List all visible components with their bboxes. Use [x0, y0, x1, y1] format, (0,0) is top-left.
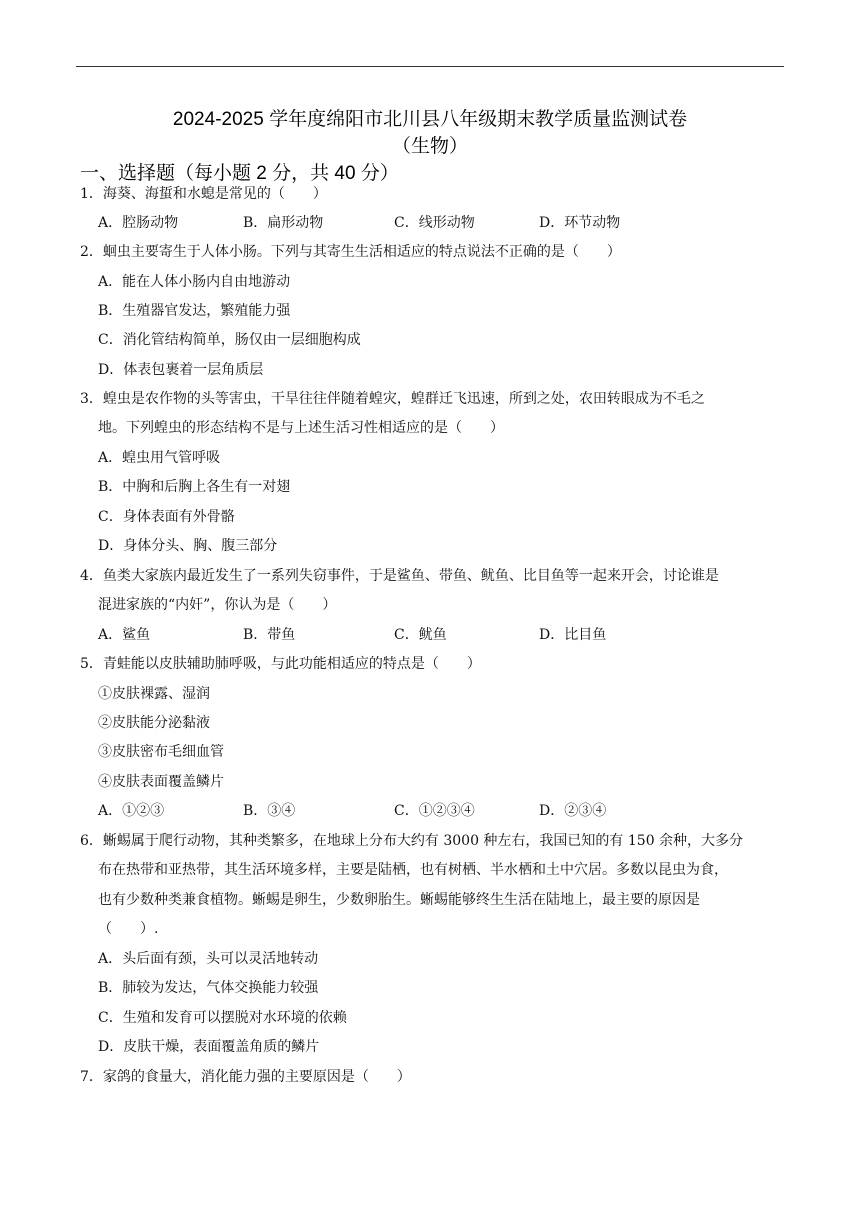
- question-4-option-b: B．带鱼: [243, 627, 296, 643]
- question-5-stem: 5．青蛙能以皮肤辅助肺呼吸，与此功能相适应的特点是（ ）: [80, 656, 481, 672]
- question-3-stem-line-1: 3．蝗虫是农作物的头等害虫，干旱往往伴随着蝗灾，蝗群迁飞迅速，所到之处，农田转眼成为不毛之: [80, 391, 705, 407]
- question-3-option-a: A．蝗虫用气管呼吸: [98, 450, 221, 466]
- question-3-option-b: B．中胸和后胸上各生有一对翅: [98, 479, 291, 495]
- question-2-option-b: B．生殖器官发达，繁殖能力强: [98, 303, 291, 319]
- question-6-option-a: A．头后面有颈，头可以灵活地转动: [98, 951, 319, 967]
- question-2-option-d: D．体表包裹着一层角质层: [98, 362, 264, 378]
- question-5-item-3: ③皮肤密布毛细血管: [98, 744, 224, 760]
- question-2-stem: 2．蛔虫主要寄生于人体小肠。下列与其寄生生活相适应的特点说法不正确的是（ ）: [80, 244, 621, 260]
- question-1-stem: 1．海葵、海蜇和水螅是常见的（ ）: [80, 186, 327, 202]
- question-5-option-b: B．③④: [243, 803, 296, 819]
- question-4-option-d: D．比目鱼: [539, 627, 607, 643]
- question-1-option-b: B．扁形动物: [243, 215, 324, 231]
- question-2-option-a: A．能在人体小肠内自由地游动: [98, 274, 291, 290]
- question-6-stem-line-3: 也有少数种类兼食植物。蜥蜴是卵生，少数卵胎生。蜥蜴能够终生生活在陆地上，最主要的原因是: [98, 892, 700, 908]
- question-5-option-c: C．①②③④: [394, 803, 475, 819]
- question-7-stem: 7．家鸽的食量大，消化能力强的主要原因是（ ）: [80, 1069, 411, 1085]
- question-5-item-4: ④皮肤表面覆盖鳞片: [98, 774, 224, 790]
- question-5-option-d: D．②③④: [539, 803, 607, 819]
- section-heading: 一、选择题（每小题 2 分，共 40 分）: [80, 163, 399, 184]
- question-6-stem-line-4: （ ）.: [98, 921, 159, 937]
- question-3-option-c: C．身体表面有外骨骼: [98, 509, 235, 525]
- question-3-option-d: D．身体分头、胸、腹三部分: [98, 538, 278, 554]
- question-4-stem-line-1: 4．鱼类大家族内最近发生了一系列失窃事件，于是鲨鱼、带鱼、鱿鱼、比目鱼等一起来开会，讨论谁是: [80, 568, 719, 584]
- question-6-option-b: B．肺较为发达，气体交换能力较强: [98, 980, 319, 996]
- header-rule: [76, 66, 784, 67]
- exam-title: 2024-2025 学年度绵阳市北川县八年级期末教学质量监测试卷: [172, 109, 688, 130]
- question-4-stem-line-2: 混进家族的“内奸”，你认为是（ ）: [98, 597, 337, 613]
- question-2-option-c: C．消化管结构简单，肠仅由一层细胞构成: [98, 332, 361, 348]
- question-4-option-a: A．鲨鱼: [98, 627, 151, 643]
- question-6-stem-line-1: 6．蜥蜴属于爬行动物，其种类繁多，在地球上分布大约有 3000 种左右，我国已知的有 150 余种，大多分: [80, 833, 744, 849]
- question-3-stem-line-2: 地。下列蝗虫的形态结构不是与上述生活习性相适应的是（ ）: [98, 420, 504, 436]
- question-5-item-2: ②皮肤能分泌黏液: [98, 715, 210, 731]
- question-5-item-1: ①皮肤裸露、湿润: [98, 686, 210, 702]
- question-6-option-d: D．皮肤干燥，表面覆盖角质的鳞片: [98, 1039, 320, 1055]
- question-1-option-a: A．腔肠动物: [98, 215, 179, 231]
- question-4-option-c: C．鱿鱼: [394, 627, 447, 643]
- question-6-option-c: C．生殖和发育可以摆脱对水环境的依赖: [98, 1010, 347, 1026]
- question-5-option-a: A．①②③: [98, 803, 165, 819]
- exam-subject: （生物）: [391, 136, 468, 157]
- question-1-option-d: D．环节动物: [539, 215, 621, 231]
- question-1-option-c: C．线形动物: [394, 215, 475, 231]
- question-6-stem-line-2: 布在热带和亚热带，其生活环境多样，主要是陆栖，也有树栖、半水栖和土中穴居。多数以昆虫为食，: [98, 862, 728, 878]
